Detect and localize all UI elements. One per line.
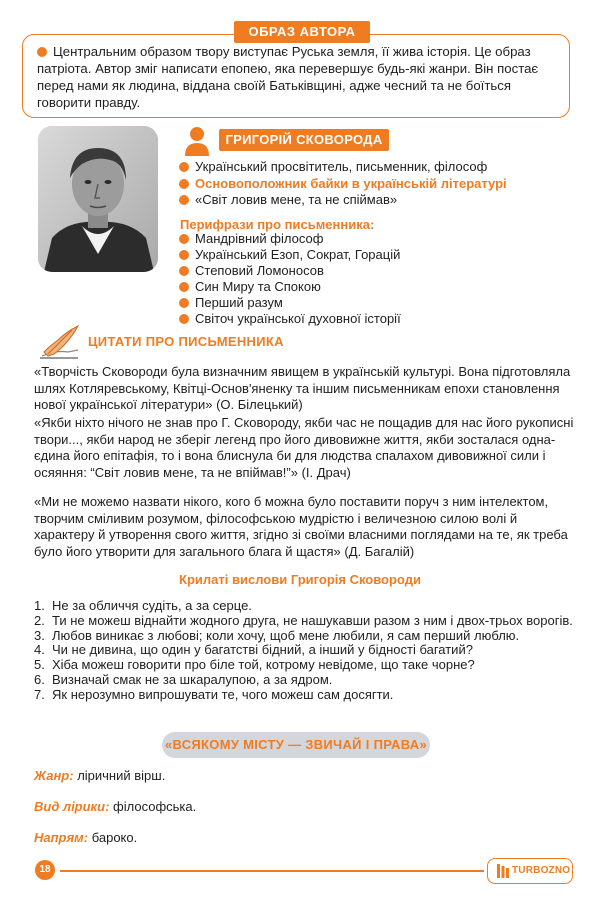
aphorisms-list (34, 599, 574, 703)
periphrase-item: Степовий Ломоносов (179, 263, 401, 279)
periphrase-item: Перший разум (179, 295, 401, 311)
writer-portrait (38, 126, 158, 272)
quotes-title: ЦИТАТИ ПРО ПИСЬМЕННИКА (88, 334, 284, 349)
quote-paragraph: «Творчість Сковороди була визначним явищем в українській культурі. Вона підготовляла шлях Котляревському, Квітці-Основ'яненку та іншим письменникам епохи становлення нової української літератури» (О. Білецький) (34, 364, 571, 412)
aphorism-item: 1. Не за обличчя судіть, а за серце. (34, 598, 252, 613)
poem-genre: Жанр: ліричний вірш. (34, 768, 166, 783)
writer-facts-list (179, 159, 507, 209)
portrait-image (38, 126, 158, 272)
periphrase-item: Мандрівний філософ (179, 231, 401, 247)
writer-fact: Основоположник байки в українській літературі (179, 176, 507, 192)
author-section-text: Центральним образом твору виступає Руська земля, її жива історія. Це образ патріота. Автор зміг написати епопею, яка перевершує будь-які жанри. Він постає перед нами як людина, віддана своїй Батьківщині, адже чесний та не боїться говорити правду. (37, 44, 539, 110)
writer-name-title: ГРИГОРІЙ СКОВОРОДА (219, 129, 389, 151)
bullet-dot-icon (179, 250, 189, 260)
writer-fact: «Світ ловив мене, та не спіймав» (179, 192, 507, 208)
quote-paragraph: «Ми не можемо назвати нікого, кого б можна було поставити поруч з ним інтелектом, творчим сміливим розумом, філософською мудрістю і величезною силою волі й характеру й утворення свого життя, згідно зі своїми власними поглядами на те, як треба було його утворити для загального блага й щастя» (Д. Багалій) (34, 494, 568, 559)
footer-divider (60, 870, 484, 872)
brand-logo (487, 858, 573, 884)
bullet-dot-icon (37, 47, 47, 57)
aphorism-item: 4. Чи не дивина, що один у багатстві бідний, а інший у бідності багатий? (34, 642, 473, 658)
aphorism-item: 5. Хіба можеш говорити про біле той, котрому невідоме, що таке чорне? (34, 657, 475, 673)
periphrase-item: Син Миру та Спокою (179, 279, 401, 295)
periphrases-title: Перифрази про письменника: (180, 217, 375, 232)
poem-title-badge: «ВСЯКОМУ МІСТУ — ЗВИЧАЙ І ПРАВА» (162, 732, 430, 758)
writer-fact: Український просвітитель, письменник, філософ (179, 159, 507, 175)
aphorism-item: 6. Визначай смак не за шкаралупою, а за ядром. (34, 671, 333, 687)
quote-paragraph: «Якби ніхто нічого не знав про Г. Сковороду, якби час не пощадив для нас його рукописні твори..., якби народ не зберіг легенд про його дивовижне життя, якби зосталася одна- єдина його епітафія, то і вона блиснула би для людства спалахом дивовижної сили і осяяння: “Світ ловив мене, та не впіймав!”» (І. Драч) (34, 415, 574, 480)
aphorism-item: 2. Ти не можеш віднайти жодного друга, не нашукавши разом з ним і двох-трьох ворогів. (34, 612, 573, 628)
bullet-dot-icon (179, 234, 189, 244)
bullet-dot-icon (179, 266, 189, 276)
page-number: 18 (35, 860, 55, 880)
author-section-box (22, 34, 570, 118)
person-icon (184, 126, 210, 156)
book-stack-icon (496, 863, 510, 879)
periphrases-list (179, 231, 401, 327)
aphorism-item: 7. Як нерозумно випрошувати те, чого можеш сам досягти. (34, 686, 394, 702)
quill-pen-icon (38, 320, 82, 360)
aphorisms-title: Крилаті вислови Григорія Сковороди (179, 572, 421, 587)
aphorism-item: 3. Любов виникає з любові; коли хочу, щоб мене любили, я сам перший люблю. (34, 627, 520, 643)
bullet-dot-icon (179, 162, 189, 172)
bullet-dot-icon (179, 195, 189, 205)
bullet-dot-icon (179, 314, 189, 324)
bullet-dot-icon (179, 298, 189, 308)
poem-lyric-type: Вид лірики: філософська. (34, 799, 197, 814)
poem-movement: Напрям: бароко. (34, 830, 138, 845)
bullet-dot-icon (179, 179, 189, 189)
brand-name: TURBOZNO (512, 865, 571, 876)
author-section-title: ОБРАЗ АВТОРА (234, 21, 370, 43)
periphrase-item: Український Езоп, Сократ, Горацій (179, 247, 401, 263)
bullet-dot-icon (179, 282, 189, 292)
periphrase-item: Світоч української духовної історії (179, 311, 401, 327)
